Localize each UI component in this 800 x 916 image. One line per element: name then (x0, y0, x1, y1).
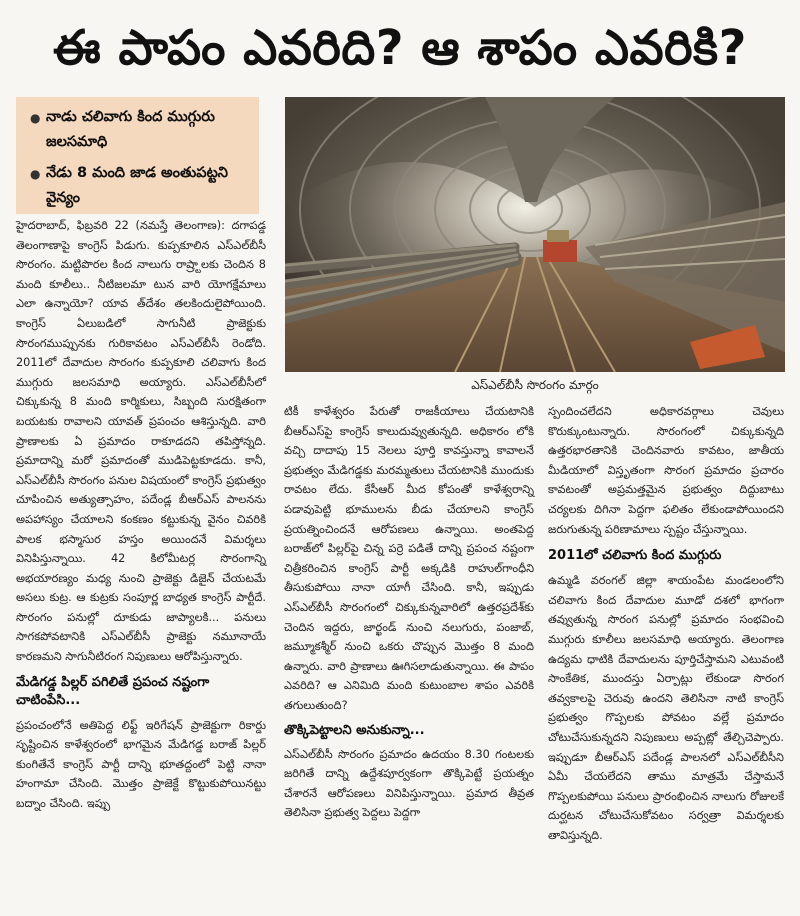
section-subhead: మేడిగడ్డ పిల్లర్‌ పగిలితే ప్రపంచ నష్టంగా చాటింపేసి... (16, 674, 210, 708)
highlights-box (16, 97, 259, 214)
article-paragraph: ఎస్‌ఎల్‌బీసీ సొరంగం ప్రమాదం ఉదయం 8.30 గంటలకు జరిగితే దాన్ని ఉద్దేశపూర్వకంగా తొక్కిపెట్టే ప్రయత్నం చేశారనే ఆరోపణలు వినిపిస్తున్నాయి. ప్రమాద తీవ్రత తెలిసినా ప్రభుత్వ పెద్దలు పెద్దగా (284, 747, 534, 820)
article-column-2 (284, 402, 534, 823)
article-paragraph: హైదరాబాద్‌, ఫిబ్రవరి 22 (నమస్తే తెలంగాణ): దగాపడ్డ తెలంగాణాపై కాంగ్రెస్‌ పిడుగు. కుప్పకూలిన ఎస్‌ఎల్‌బీసీ సొరంగం. మట్టిపొరల కింద నాలుగు రాష్ర్టాలకు చెందిన 8 మంది కూలీలు.. నీటిజలమా టున వారి యోగక్షేమాలు ఎలా ఉన్నాయో? యావ త్‌దేశం తలకిందులైపోయింది. కాంగ్రెస్‌ ఏలుబడిలో సాగునీటి ప్రాజెక్టుకు సొరంగముప్పునకు గురికావటం ఎస్‌ఎల్‌బీసీ రెండోది. 2011లో దేవాదుల సొరంగం కుప్పకూలి చలివాగు కింద ముగ్గురు జలసమాధి అయ్యారు. ఎస్‌ఎల్‌బీసీలో చిక్కుకున్న 8 మంది కార్మికులు, సిబ్బంది సురక్షితంగా బయటకు రావాలని యావత్‌ ప్రపంచం ఆశిస్తున్నది. వారి ప్రాణాలకు ఏ ప్రమాదం రాకూడదని తపిస్తోన్నది. ప్రమాదాన్ని మరో ప్రమాదంతో ముడిపెట్టకూడదు. కానీ, ఎస్‌ఎల్‌బీసీ సొరంగం పనుల విషయంలో కాంగ్రెస్‌ ప్రభుత్వం చూపించిన అత్యుత్సాహం, పదేండ్ల బీఆర్‌ఎస్‌ పాలనను అపహాస్యం చేయాలని కంకణం కట్టుకున్న వైనం చివరికి పాలక భస్మాసుర హస్తం అయిందనే విమర్శలు వినిపిస్తున్నాయి. 42 కిలోమీటర్ల సొరంగాన్ని అభయారణ్యం మధ్య నుంచి ప్రాజెక్టు డిజైన్‌ చేయటమే అసలు కుట్ర. ఆ కుట్రకు సంపూర్ణ బాధ్యత కాంగ్రెస్‌ పార్టీదే. సొరంగం పనుల్లో దూకుడు జాప్యాలకి... పనులు సాగకపోవటానికి ఎస్‌ఎల్‌బీసీ ప్రాజెక్టు నమూనాయే కారణమని సాగునీటిరంగ నిపుణులు ఆరోపిస్తున్నారు. (16, 219, 266, 664)
article-paragraph: ఉమ్మడి వరంగల్‌ జిల్లా శాయంపేట మండలంలోని చలివాగు కింద దేవాదుల మూడో దశలో భాగంగా తవ్వుతున్న సొరంగ పనుల్లో ప్రమాదం సంభవించి ముగ్గురు కూలీలు జలసమాధి అయ్యారు. తెలంగాణ ఉద్యమ ధాటికి దేవాదులను పూర్తిచేస్తామని ఎటువంటి సాంకేతిక, ముందస్తు ఏర్పాట్లు లేకుండా సొరంగ తవ్వకాలపై చెరువు ఉందని తెలిసినా నాటి కాంగ్రెస్‌ ప్రభుత్వం గొప్పలకు పోవటం వల్లే ప్రమాదం చోటుచేసుకున్నదని నిపుణులు అప్పట్లో తేల్చిచెప్పారు. ఇప్పుడూ బీఆర్‌ఎస్‌ పదేండ్ల పాలనలో ఎస్‌ఎల్‌బీసీని ఏమీ చేయలేదని తాము మాత్రమే చేస్తామనే గొప్పలకుపోయి పనులు ప్రారంభించిన నాలుగు రోజులకే దుర్ఘటన చోటుచేసుకోవటం సర్వత్రా విమర్శలకు తావిస్తున్నది. (548, 574, 784, 842)
highlight-item (30, 105, 249, 155)
photo-caption: ఎస్‌ఎల్‌బీసీ సొరంగం మార్గం (471, 378, 599, 392)
article-paragraph: ప్రపంచంలోనే అతిపెద్ద లిఫ్ట్‌ ఇరిగేషన్‌ ప్రాజెక్టుగా రికార్డు సృష్టించిన కాళేశ్వరంలో భాగమైన మేడిగడ్డ బరాజ్‌ పిల్లర్‌ కుంగితేనే కాంగ్రెస్‌ పార్టీ దాన్ని భూతద్దంలో పెట్టి నానా హంగామా చేసింది. మొత్తం ప్రాజెక్టే కొట్టుకుపోయినట్టు బద్నాం చేసింది. ఇప్పు (16, 718, 266, 811)
bullet-icon: ● (30, 111, 41, 125)
article-column-3 (548, 402, 784, 845)
highlight-text: నేడు 8 మంది జాడ అంతుపట్టని వైన్యం (46, 165, 228, 206)
highlight-text: నాడు చలివాగు కింద ముగ్గురు జలసమాధి (46, 109, 215, 150)
section-subhead: 2011లో చలివాగు కింద ముగ్గురు (548, 548, 722, 564)
section-subhead: తొక్కిపెట్టాలని అనుకున్నా... (284, 722, 425, 738)
tunnel-photo (285, 97, 785, 372)
page-headline: ఈ పాపం ఎవరిది? ఆ శాపం ఎవరికి? (53, 20, 747, 76)
article-paragraph: స్పందించలేదని అధికారవర్గాలు చెవులు కొరుక్కుంటున్నారు. సొరంగంలో చిక్కుకున్నది ఉత్తరభారతానికి చెందినవారు కావటం, జాతీయ మీడియాలో విస్తృతంగా సొరంగ ప్రమాదం ప్రచారం కావటంతో అప్రమత్తమైన ప్రభుత్వం దిద్దుబాటు చర్యలకు దిగినా పెద్దగా ఫలితం లేకుండాపోయిందని జరుగుతున్న పరిణామాలు స్పష్టం చేస్తున్నాయి. (548, 405, 784, 536)
tunnel-photo-icon (285, 97, 785, 372)
bullet-icon: ● (30, 167, 41, 181)
highlight-item (30, 161, 249, 211)
article-paragraph: టికీ కాళేశ్వరం పేరుతో రాజకీయాలు చేయటానికి బీఆర్‌ఎస్‌పై కాంగ్రెస్‌ కాలుదువ్వుతున్నది. అధికారం లోకి వచ్చి దాదాపు 15 నెలలు పూర్తి కావస్తున్నా కావాలనే ప్రభుత్వం మేడిగడ్డకు మరమ్మతులు చేయటానికి ముందుకు రావటం లేదు. కేసీఆర్‌ మీద కోపంతో కాళేశ్వరాన్ని పడావుపెట్టి భూములను బీడు చేయాలని కాంగ్రెస్‌ ప్రయత్నించిందనే ఆరోపణలు ఉన్నాయి. అంతపెద్ద బరాజ్‌లో పిల్లర్‌పై చిన్న పర్రె పడితే దాన్ని ప్రపంచ నష్టంగా చిత్రీకరించిన కాంగ్రెస్‌ పార్టీ అక్కడికి రాహుల్‌గాంధీని తీసుకుపోయి నానా యాగీ చేసింది. కానీ, ఇప్పుడు ఎస్‌ఎల్‌బీసీ సొరంగంలో చిక్కుకున్నవారిలో ఉత్తరప్రదేశ్‌కు చెందిన ఇద్దరు, జార్ఖండ్‌ నుంచి నలుగురు, పంజాబ్‌, జమ్మూకశ్మీర్‌ నుంచి ఒకరు చొప్పున మొత్తం 8 మంది ఉన్నారు. వారి ప్రాణాలు ఊగిసలాడుతున్నాయి. ఈ పాపం ఎవరిది? ఆ ఎనిమిది మంది కుటుంబాల శాపం ఎవరికి తగులుతుంది? (284, 405, 534, 712)
article-column-1 (16, 216, 266, 814)
